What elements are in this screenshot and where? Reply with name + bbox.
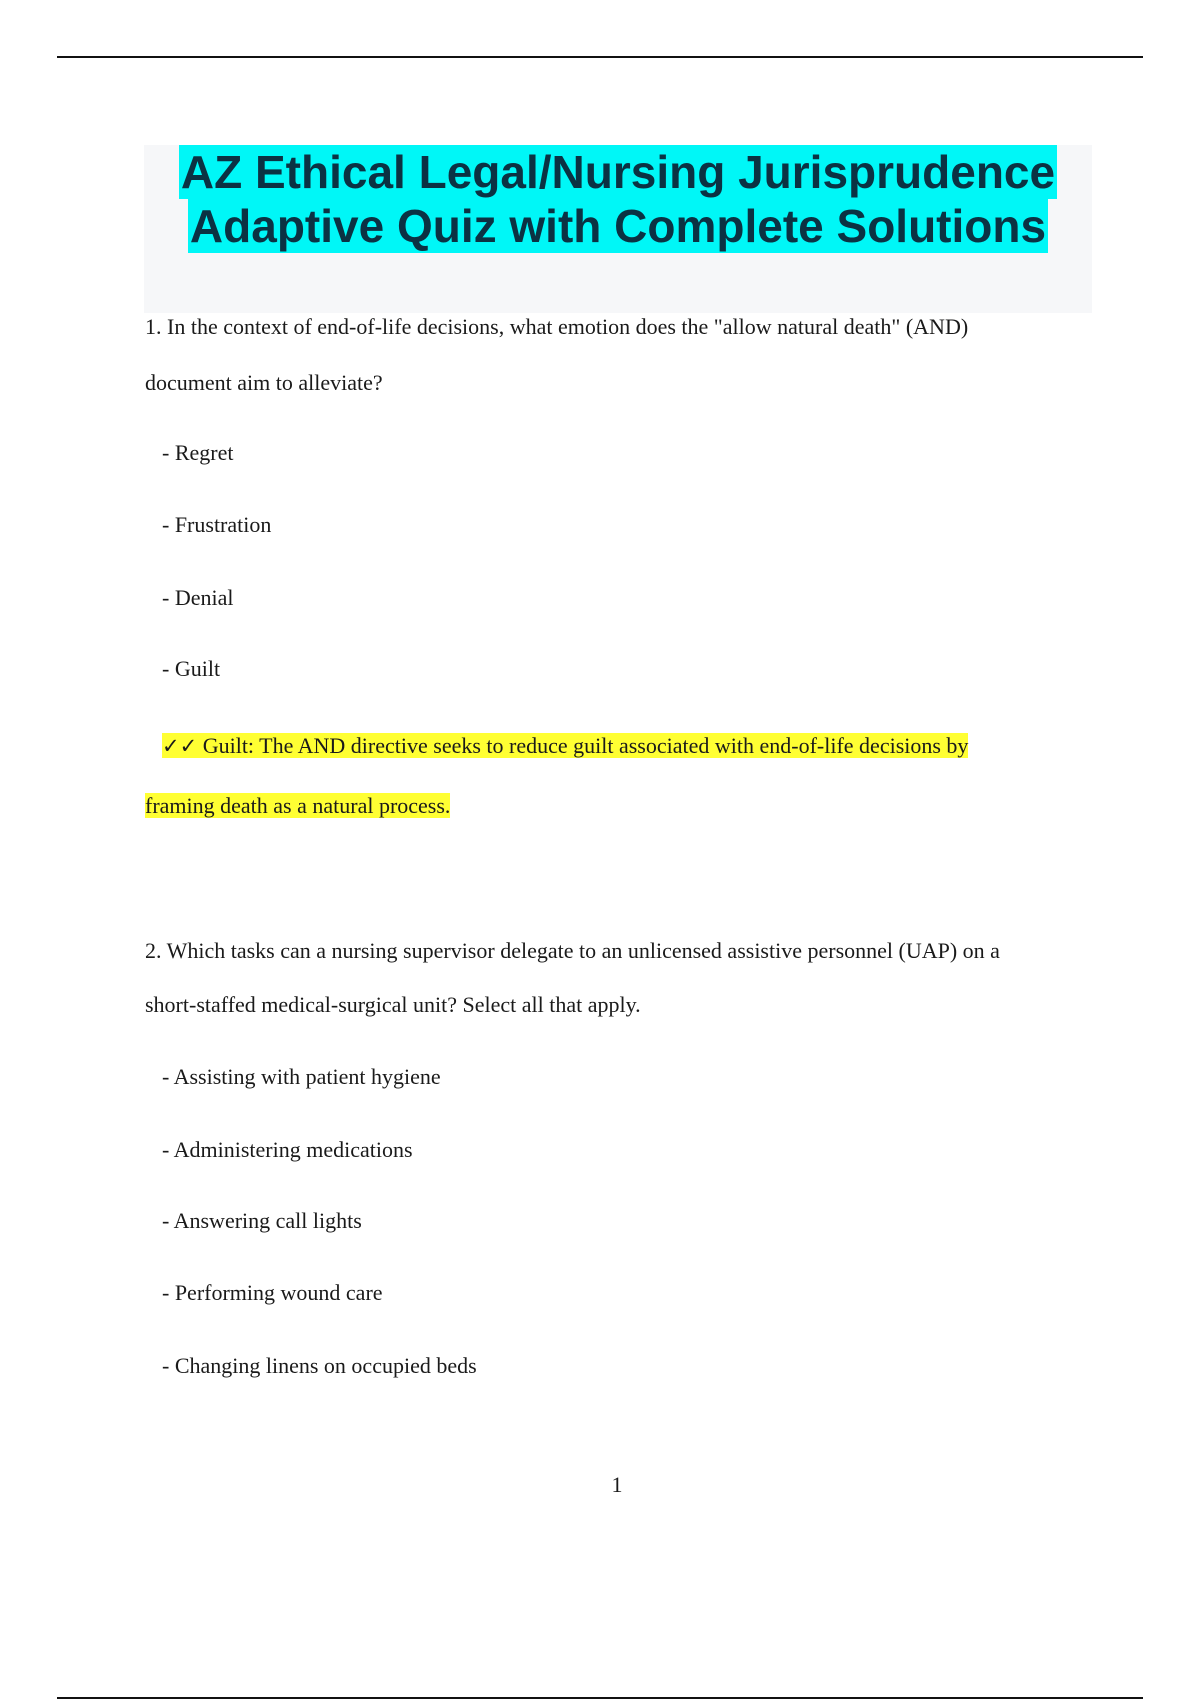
- question-2-option: - Administering medications: [162, 1137, 413, 1162]
- question-1-answer-line-2: [145, 792, 450, 820]
- question-2-option: - Answering call lights: [162, 1208, 362, 1233]
- question-2-option: - Changing linens on occupied beds: [162, 1353, 477, 1378]
- question-1-text-line-2: document aim to alleviate?: [145, 370, 383, 395]
- question-1-answer-line-1: [162, 732, 968, 760]
- bottom-rule: [57, 1697, 1143, 1699]
- question-2-option: - Assisting with patient hygiene: [162, 1064, 441, 1089]
- question-1-option: - Regret: [162, 440, 234, 465]
- question-1-option: - Guilt: [162, 656, 221, 681]
- question-1-option: - Frustration: [162, 512, 272, 537]
- title-line-1: AZ Ethical Legal/Nursing Jurisprudence: [180, 146, 1056, 198]
- document-title: [144, 145, 1092, 313]
- question-2-text-line-1: 2. Which tasks can a nursing supervisor delegate to an unlicensed assistive personnel (UAP) on a: [145, 938, 1000, 963]
- title-line-2: Adaptive Quiz with Complete Solutions: [189, 200, 1047, 252]
- page-number: 1: [611, 1472, 623, 1497]
- answer-text: framing death as a natural process.: [145, 793, 451, 818]
- question-2-text-line-2: short-staffed medical-surgical unit? Select all that apply.: [145, 992, 641, 1017]
- question-1-option: - Denial: [162, 585, 234, 610]
- top-rule: [57, 56, 1143, 58]
- double-check-icon: ✓✓: [162, 734, 198, 758]
- answer-text: Guilt: The AND directive seeks to reduce guilt associated with end-of-life decisions by: [197, 733, 969, 758]
- question-2-option: - Performing wound care: [162, 1280, 383, 1305]
- question-1-text-line-1: 1. In the context of end-of-life decisions, what emotion does the "allow natural death" (AND): [145, 314, 969, 339]
